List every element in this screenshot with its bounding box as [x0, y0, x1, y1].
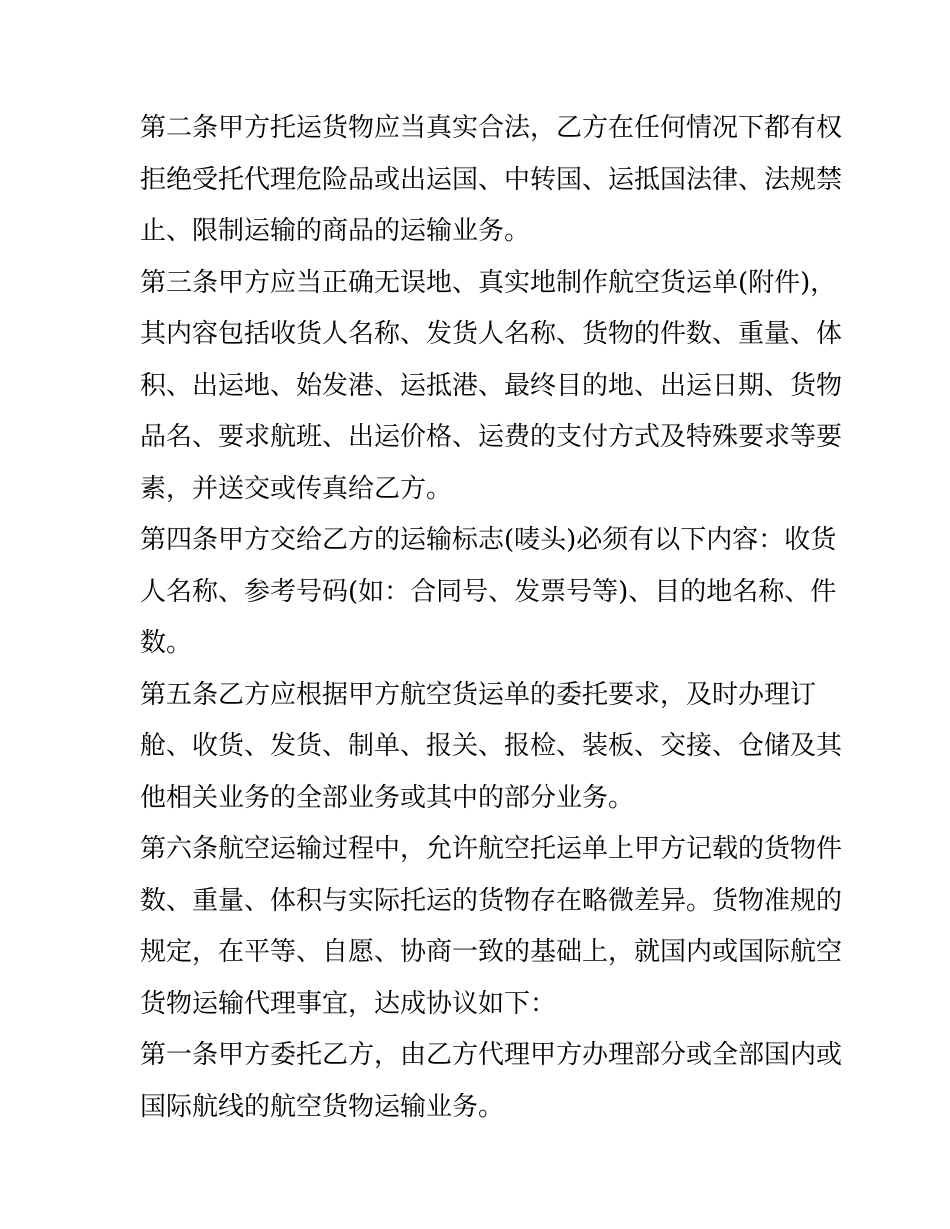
text-line: 素，并送交或传真给乙方。	[140, 473, 453, 504]
text-line: 止、限制运输的商品的运输业务。	[140, 216, 531, 246]
document-body	[140, 103, 843, 1133]
text-line: 第四条甲方交给乙方的运输标志(唛头)必须有以下内容：收货	[140, 525, 837, 555]
text-line: 第五条乙方应根据甲方航空货运单的委托要求，及时办理订	[140, 679, 817, 710]
text-line: 人名称、参考号码(如：合同号、发票号等)、目的地名称、件	[140, 576, 837, 607]
text-line: 积、出运地、始发港、运抵港、最终目的地、出运日期、货物	[140, 370, 843, 401]
paragraph-article-4	[140, 515, 837, 670]
text-line: 数、重量、体积与实际托运的货物存在略微差异。货物准规的	[140, 885, 843, 916]
text-line: 数。	[140, 628, 193, 658]
text-line: 他相关业务的全部业务或其中的部分业务。	[140, 782, 635, 813]
text-line: 舱、收货、发货、制单、报关、报检、装板、交接、仓储及其	[140, 731, 843, 761]
paragraph-article-1	[140, 1030, 843, 1133]
text-line: 其内容包括收货人名称、发货人名称、货物的件数、重量、体	[140, 319, 843, 349]
text-line: 第三条甲方应当正确无误地、真实地制作航空货运单(附件)，	[140, 267, 837, 298]
text-line: 第一条甲方委托乙方，由乙方代理甲方办理部分或全部国内或	[140, 1040, 843, 1070]
text-line: 货物运输代理事宜，达成协议如下：	[140, 988, 557, 1019]
text-line: 国际航线的航空货物运输业务。	[140, 1091, 505, 1122]
paragraph-article-5	[140, 670, 843, 825]
text-line: 拒绝受托代理危险品或出运国、中转国、运抵国法律、法规禁	[140, 164, 843, 195]
paragraph-article-6	[140, 824, 843, 1030]
text-line: 第二条甲方托运货物应当真实合法，乙方在任何情况下都有权	[140, 113, 843, 143]
text-line: 品名、要求航班、出运价格、运费的支付方式及特殊要求等要	[140, 422, 843, 452]
text-line: 规定，在平等、自愿、协商一致的基础上，就国内或国际航空	[140, 937, 843, 967]
paragraph-article-3	[140, 258, 843, 516]
text-line: 第六条航空运输过程中，允许航空托运单上甲方记载的货物件	[140, 834, 843, 864]
paragraph-article-2	[140, 103, 843, 258]
